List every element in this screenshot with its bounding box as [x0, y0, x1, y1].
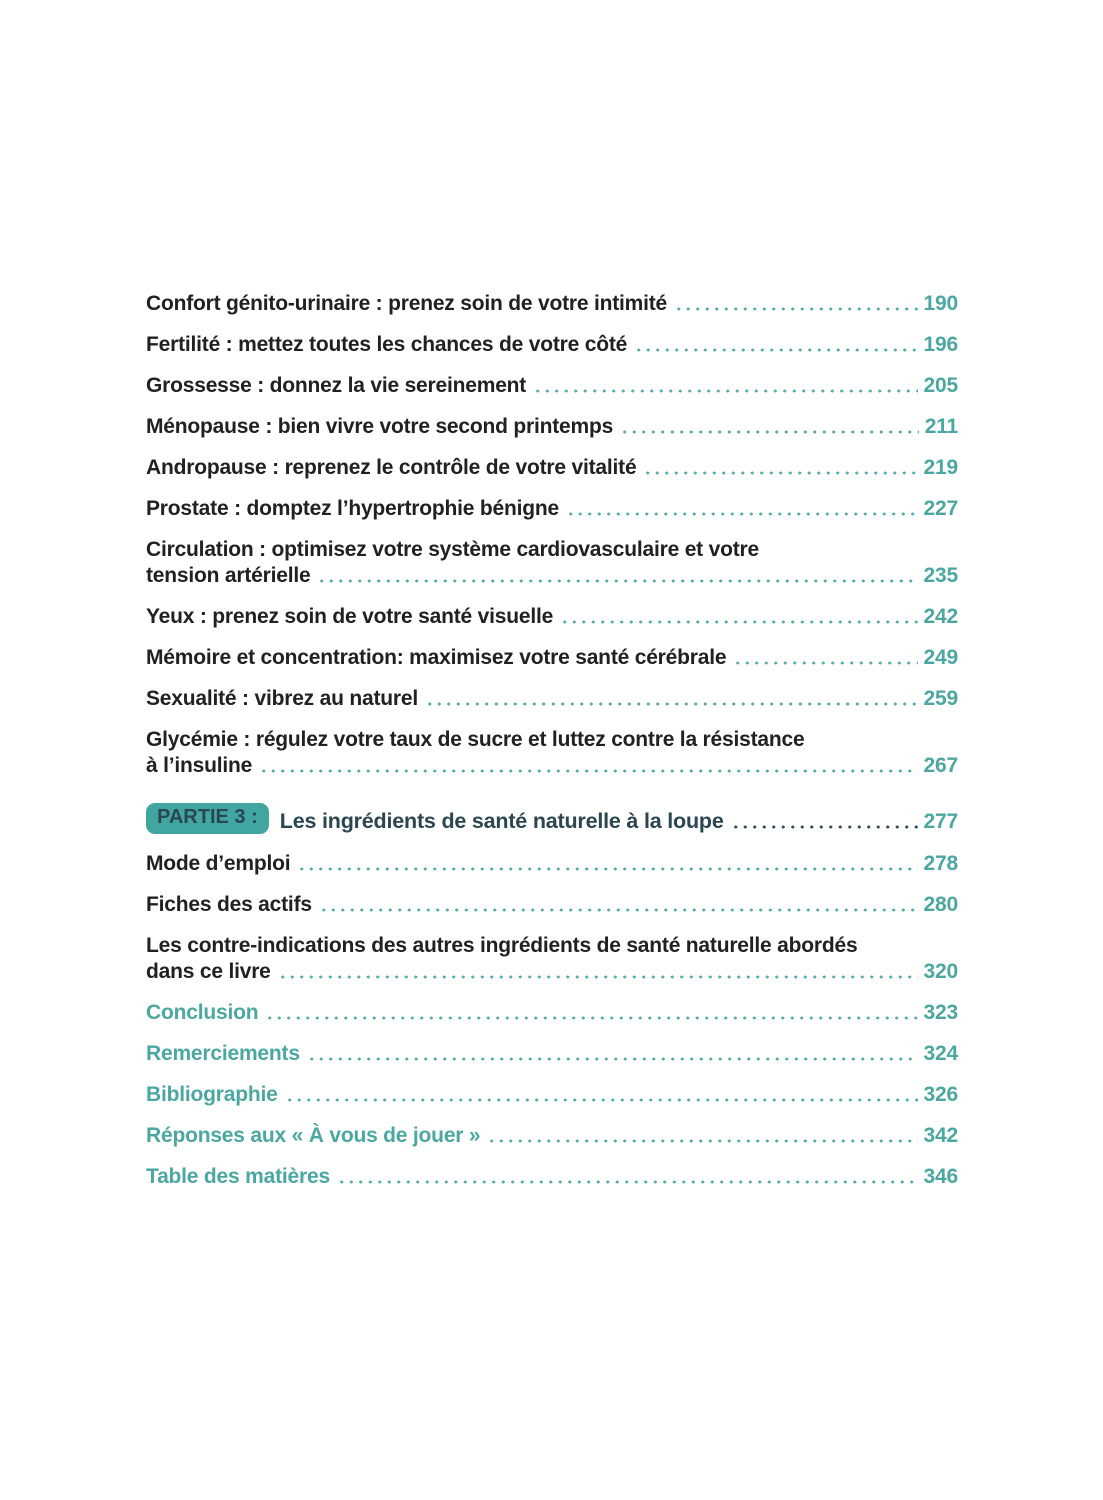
toc-entry-label: Ménopause : bien vivre votre second printemps — [146, 415, 614, 438]
dot-leader-icon — [278, 974, 918, 980]
toc-entry-label: Fertilité : mettez toutes les chances de votre côté — [146, 333, 628, 356]
dot-leader-icon — [620, 429, 919, 435]
toc-entry-page: 324 — [923, 1042, 958, 1065]
toc-entry — [146, 291, 958, 316]
toc-entry — [146, 455, 958, 480]
toc-entry-page: 326 — [923, 1083, 958, 1106]
toc-entry-page: 278 — [923, 852, 958, 875]
toc-entry-page: 277 — [923, 810, 958, 833]
toc-entry-label: Glycémie : régulez votre taux de sucre et luttez contre la résistance — [146, 728, 805, 751]
toc-entry-label: Conclusion — [146, 1001, 259, 1024]
toc-entry — [146, 892, 958, 917]
toc-entry — [146, 414, 958, 439]
toc-entry-line2 — [146, 959, 958, 984]
toc-entry — [146, 1123, 958, 1148]
toc-entry-page: 235 — [923, 564, 958, 587]
toc-entry-label: Circulation : optimisez votre système cardiovasculaire et votre — [146, 538, 759, 561]
toc-entry-label: Table des matières — [146, 1165, 330, 1188]
toc-entry — [146, 332, 958, 357]
toc-entry-line2 — [146, 563, 958, 588]
toc-entry — [146, 1082, 958, 1107]
dot-leader-icon — [285, 1097, 918, 1103]
toc-entry — [146, 933, 958, 984]
toc-entry-page: 190 — [923, 292, 958, 315]
toc-entry — [146, 373, 958, 398]
part-badge: PARTIE 3 : — [146, 803, 269, 834]
toc-entry-label: Réponses aux « À vous de jouer » — [146, 1124, 481, 1147]
toc-entry-label: dans ce livre — [146, 960, 271, 983]
toc-entry — [146, 1000, 958, 1025]
toc-entry-page: 323 — [923, 1001, 958, 1024]
toc-entry-page: 227 — [923, 497, 958, 520]
toc-entry-line2 — [146, 753, 958, 778]
toc-entry-label: Fiches des actifs — [146, 893, 312, 916]
toc-entry — [146, 851, 958, 876]
toc-entry — [146, 604, 958, 629]
dot-leader-icon — [259, 768, 917, 774]
toc-entry — [146, 496, 958, 521]
toc-entry-label: Bibliographie — [146, 1083, 278, 1106]
toc-entry — [146, 1041, 958, 1066]
toc-entry-page: 211 — [924, 415, 958, 438]
toc-entry-label: Mode d’emploi — [146, 852, 291, 875]
dot-leader-icon — [317, 578, 917, 584]
toc-entry-page: 346 — [923, 1165, 958, 1188]
dot-leader-icon — [731, 824, 918, 830]
toc-entry-label: Prostate : domptez l’hypertrophie bénigne — [146, 497, 560, 520]
toc-entry — [146, 1164, 958, 1189]
toc-entry-page: 219 — [923, 456, 958, 479]
toc-entry-page: 267 — [923, 754, 958, 777]
dot-leader-icon — [425, 701, 918, 707]
dot-leader-icon — [533, 388, 917, 394]
toc-entry-label: Yeux : prenez soin de votre santé visuelle — [146, 605, 554, 628]
toc-entry-label: Grossesse : donnez la vie sereinement — [146, 374, 527, 397]
toc-entry-label: Mémoire et concentration: maximisez votre santé cérébrale — [146, 646, 727, 669]
toc-entry-label: Andropause : reprenez le contrôle de votre vitalité — [146, 456, 637, 479]
toc-entry-label: tension artérielle — [146, 564, 311, 587]
toc-entry — [146, 645, 958, 670]
dot-leader-icon — [634, 347, 917, 353]
toc-entry-label: Les contre-indications des autres ingrédients de santé naturelle abordés — [146, 934, 858, 957]
toc-entry — [146, 727, 958, 778]
table-of-contents — [146, 291, 958, 1205]
toc-entry-page: 205 — [923, 374, 958, 397]
toc-entry-page: 242 — [923, 605, 958, 628]
toc-entry-page: 259 — [923, 687, 958, 710]
toc-entry-page: 342 — [923, 1124, 958, 1147]
dot-leader-icon — [337, 1179, 918, 1185]
dot-leader-icon — [487, 1138, 917, 1144]
toc-entry-label: Sexualité : vibrez au naturel — [146, 687, 418, 710]
toc-entry-label: Confort génito-urinaire : prenez soin de votre intimité — [146, 292, 668, 315]
toc-part-heading — [146, 803, 958, 834]
dot-leader-icon — [674, 306, 918, 312]
dot-leader-icon — [733, 660, 917, 666]
toc-entry — [146, 686, 958, 711]
toc-entry-page: 280 — [923, 893, 958, 916]
dot-leader-icon — [297, 866, 917, 872]
toc-entry — [146, 537, 958, 588]
toc-entry-page: 249 — [923, 646, 958, 669]
part-title: Les ingrédients de santé naturelle à la loupe — [279, 809, 724, 833]
toc-entry-page: 196 — [923, 333, 958, 356]
dot-leader-icon — [566, 511, 918, 517]
dot-leader-icon — [643, 470, 917, 476]
toc-entry-label: Remerciements — [146, 1042, 300, 1065]
dot-leader-icon — [265, 1015, 917, 1021]
toc-entry-page: 320 — [923, 960, 958, 983]
dot-leader-icon — [560, 619, 917, 625]
toc-entry-label: à l’insuline — [146, 754, 253, 777]
dot-leader-icon — [307, 1056, 918, 1062]
dot-leader-icon — [319, 907, 918, 913]
